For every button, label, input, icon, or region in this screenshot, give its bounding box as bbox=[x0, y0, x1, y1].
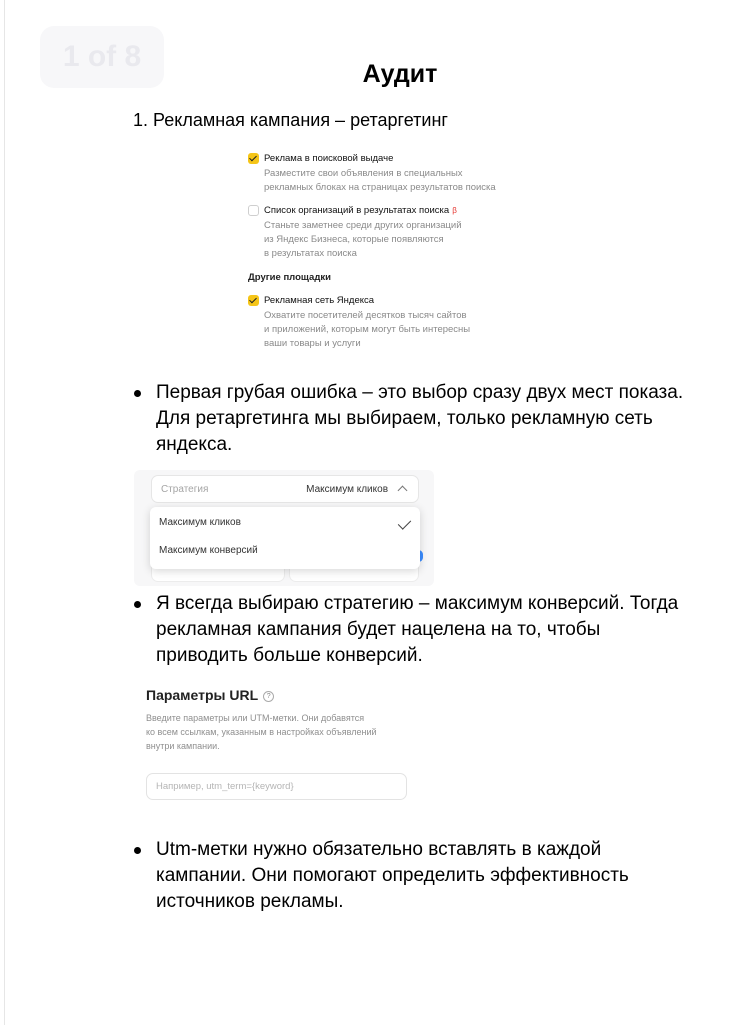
option-description: Разместите свои объявления в специальных рекламных блоках на страницах результатов поиска bbox=[264, 168, 496, 193]
bullet-dot bbox=[134, 847, 141, 854]
checkbox-checked-icon bbox=[248, 295, 259, 306]
url-params-description: Введите параметры или UTM-метки. Они добавятся ко всем ссылкам, указанным в настройках объявлений внутри кампании. bbox=[146, 713, 377, 751]
help-icon: ? bbox=[263, 691, 274, 702]
page-indicator: 1 of 8 bbox=[40, 26, 164, 88]
bullet-dot bbox=[134, 390, 141, 397]
beta-badge: β bbox=[452, 206, 457, 215]
page-title: Аудит bbox=[362, 60, 438, 88]
url-params-input bbox=[146, 773, 407, 800]
bullet-text: Utm-метки нужно обязательно вставлять в каждой кампании. Они помогают определить эффективность источников рекламы. bbox=[156, 839, 629, 912]
strategy-screenshot bbox=[134, 470, 434, 586]
strategy-dropdown bbox=[150, 507, 420, 569]
option-description: Охватите посетителей десятков тысяч сайтов и приложений, которым могут быть интересны ваши товары и услуги bbox=[264, 310, 471, 349]
checkbox-unchecked-icon bbox=[248, 205, 259, 216]
bullet-item bbox=[134, 380, 694, 458]
bullet-dot bbox=[134, 601, 141, 608]
option-title: Реклама в поисковой выдаче bbox=[264, 153, 394, 164]
group-label: Другие площадки bbox=[248, 272, 331, 283]
strategy-value: Максимум кликов bbox=[306, 484, 388, 495]
bullet-item bbox=[134, 591, 694, 669]
chevron-up-icon bbox=[398, 486, 408, 496]
url-params-screenshot bbox=[146, 687, 426, 802]
bullet-text: Я всегда выбираю стратегию – максимум конверсий. Тогда рекламная кампания будет нацелена на то, чтобы приводить больше конверсий. bbox=[156, 593, 679, 666]
strategy-select bbox=[151, 475, 419, 503]
bullet-item bbox=[134, 837, 694, 915]
input-placeholder: Например, utm_term={keyword} bbox=[156, 781, 294, 792]
url-params-title: Параметры URL ? bbox=[146, 687, 274, 703]
placements-screenshot bbox=[244, 148, 514, 352]
option-title: Рекламная сеть Яндекса bbox=[264, 295, 375, 306]
dropdown-option: Максимум конверсий bbox=[159, 545, 258, 556]
page-edge bbox=[4, 0, 5, 1025]
check-icon bbox=[398, 516, 411, 529]
dropdown-option: Максимум кликов bbox=[159, 517, 241, 528]
option-description: Станьте заметнее среди других организаций из Яндекс Бизнеса, которые появляются в результатах поиска bbox=[264, 220, 462, 259]
strategy-label: Стратегия bbox=[161, 484, 209, 495]
bullet-text: Первая грубая ошибка – это выбор сразу двух мест показа. Для ретаргетинга мы выбираем, только рекламную сеть яндекса. bbox=[156, 382, 684, 455]
option-title: Список организаций в результатах поиска β bbox=[264, 205, 457, 216]
checkbox-checked-icon bbox=[248, 153, 259, 164]
numbered-item: 1. Рекламная кампания – ретаргетинг bbox=[133, 110, 448, 130]
